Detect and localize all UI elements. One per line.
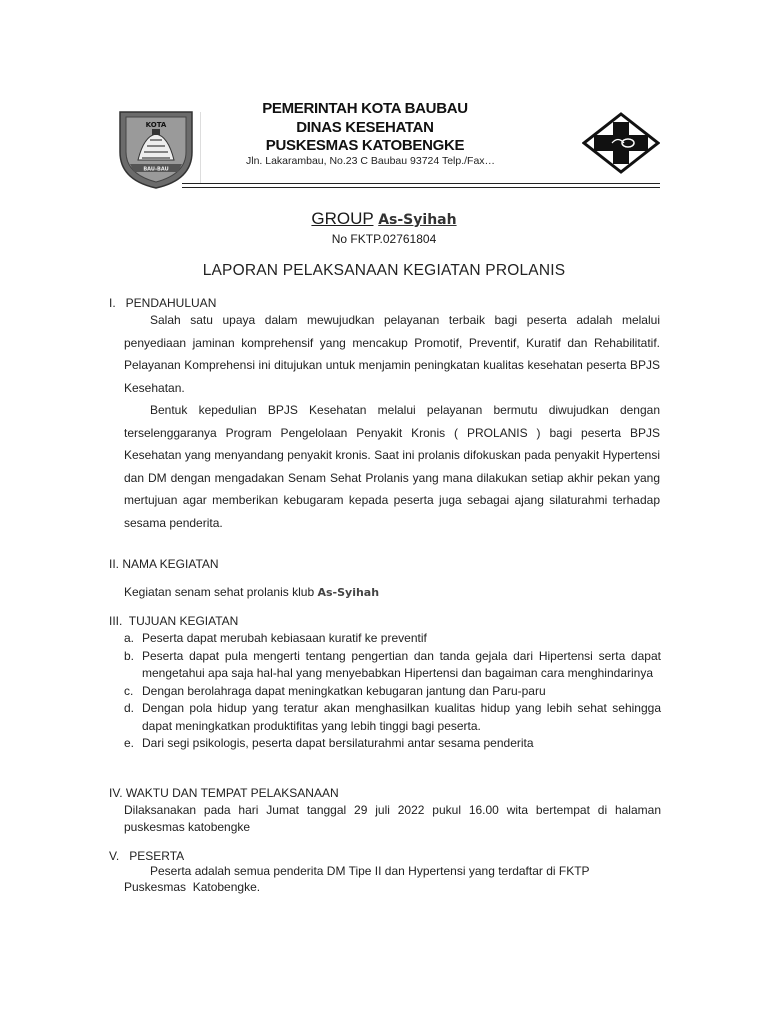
section-heading-pendahuluan: I. PENDAHULUAN [109, 296, 217, 310]
activity-name: Kegiatan senam sehat prolanis klub As-Syihah [124, 585, 380, 599]
letterhead-rule [182, 183, 660, 184]
participants-line-1: Peserta adalah semua penderita DM Tipe II dan Hypertensi yang terdaftar di FKTP [150, 864, 590, 878]
section-heading-peserta: V. PESERTA [109, 849, 185, 863]
participants-line-2: Puskesmas Katobengke. [124, 880, 261, 894]
list-item: e. Dari segi psikologis, peserta dapat bersilaturahmi antar sesama penderita [124, 736, 534, 750]
letterhead-rule-thin [182, 187, 660, 188]
puskesmas-name: PUSKESMAS KATOBENGKE [265, 137, 465, 154]
list-item: b. Peserta dapat pula mengerti tentang pengertian dan tanda gejala dari Hipertensi serta dapat mengetahui apa saja hal-hal yang menyebabkan Hipertensi dan bagaiman cara menghindarinya [124, 648, 661, 680]
list-item: c. Dengan berolahraga dapat meningkatkan kebugaran jantung dan Paru-paru [124, 683, 546, 698]
time-place-text: Dilaksanakan pada hari Jumat tanggal 29 juli 2022 pukul 16.00 wita bertempat di halaman puskesmas katobengke [124, 803, 661, 834]
section-heading-tujuan: III. TUJUAN KEGIATAN [109, 614, 239, 628]
section-heading-nama-kegiatan: II. NAMA KEGIATAN [109, 557, 219, 571]
group-title: GROUP As-Syihah [311, 209, 457, 228]
paragraph-intro-1: Salah satu upaya dalam mewujudkan pelayanan terbaik bagi peserta adalah melalui penyediaan jaminan komprehensif yang mencakup Promotif, Preventif, Kuratif dan Rehabilitatif. Pelayanan Komprehensi ini ditujukan untuk menjamin peningkatan kualitas kesehatan peserta BPJS Kesehatan. [124, 313, 660, 395]
svg-text:KOTA: KOTA [145, 121, 167, 129]
health-cross-logo [582, 112, 660, 174]
city-seal-logo [112, 106, 200, 190]
report-title: LAPORAN PELAKSANAAN KEGIATAN PROLANIS [202, 262, 566, 279]
list-item: d. Dengan pola hidup yang teratur akan menghasilkan kualitas hidup yang lebih sehat sehingga dapat meningkatkan produktifitas yang lebih tinggi bagi peserta. [124, 701, 661, 733]
objectives-list [124, 630, 661, 753]
government-name: PEMERINTAH KOTA BAUBAU [262, 100, 468, 117]
section-heading-waktu-tempat: IV. WAKTU DAN TEMPAT PELAKSANAAN [109, 786, 339, 800]
paragraph-intro-2: Bentuk kepedulian BPJS Kesehatan melalui pelayanan bermutu diwujudkan dengan terselenggaranya Program Pengelolaan Penyakit Kronis ( PROLANIS ) bagi peserta BPJS Kesehatan yang menyandang penyakit kronis. Saat ini prolanis difokuskan pada penyakit Hypertensi dan DM dengan mengadakan Senam Sehat Prolanis yang mana dilakukan setiap akhir pekan yang mertujuan agar memberikan kebugaram kepada peserta juga sebagai ajang silaturahmi terhadap sesama penderita. [124, 403, 660, 530]
department-name: DINAS KESEHATAN [296, 119, 434, 136]
svg-text:BAU-BAU: BAU-BAU [143, 166, 169, 173]
list-item: a. Peserta dapat merubah kebiasaan kuratif ke preventif [124, 631, 427, 645]
letterhead-address: Jln. Lakarambau, No.23 C Baubau 93724 Telp./Fax… [246, 155, 496, 167]
fktp-number: No FKTP.02761804 [331, 232, 437, 246]
